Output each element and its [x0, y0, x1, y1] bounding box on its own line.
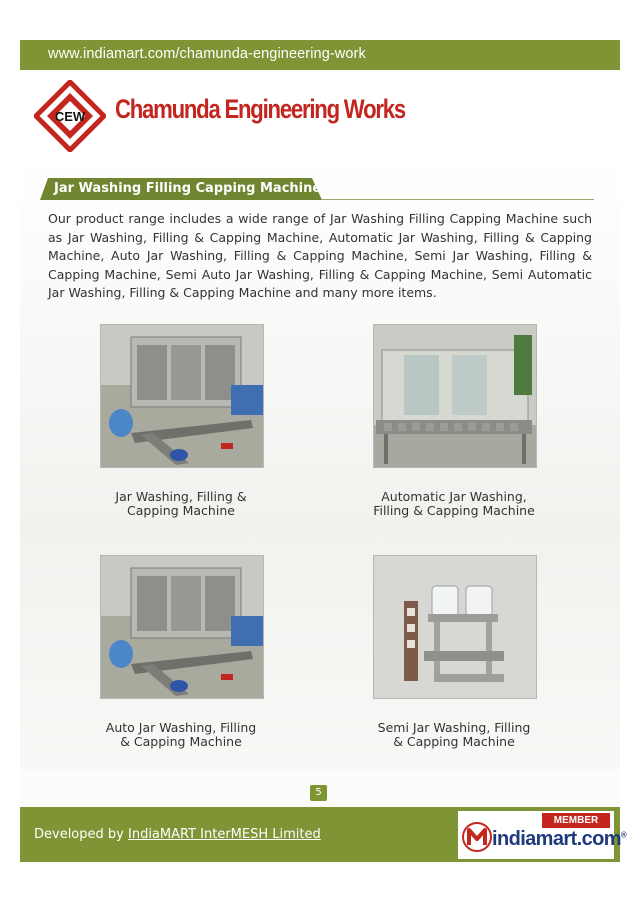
page-number: 5 — [310, 785, 327, 801]
caption-line: & Capping Machine — [120, 734, 242, 749]
product-caption — [66, 490, 296, 518]
top-url-bar — [20, 40, 620, 70]
logo-text: CEW — [54, 109, 86, 124]
developer-credit — [34, 827, 321, 842]
developer-link[interactable]: IndiaMART InterMESH Limited — [128, 827, 321, 842]
caption-line: Semi Jar Washing, Filling — [377, 720, 531, 735]
product-caption — [339, 721, 569, 749]
company-logo — [34, 80, 106, 152]
caption-line: Jar Washing, Filling & — [115, 489, 247, 504]
product-image-semi-jar-washing[interactable] — [373, 555, 537, 699]
section-title: Jar Washing Filling Capping Machine: — [54, 181, 327, 196]
caption-line: Capping Machine — [127, 503, 235, 518]
registered-mark: ® — [620, 830, 627, 840]
product-caption — [339, 490, 569, 518]
company-name: Chamunda Engineering Works — [115, 94, 405, 124]
brand-name: indiamart.com — [492, 828, 621, 850]
caption-line: Auto Jar Washing, Filling — [105, 720, 257, 735]
member-tag: MEMBER — [542, 813, 610, 828]
product-image-auto-jar-washing[interactable] — [100, 555, 264, 699]
caption-line: Filling & Capping Machine — [373, 503, 535, 518]
product-image-automatic-jar-washing[interactable] — [373, 324, 537, 468]
product-caption — [66, 721, 296, 749]
indiamart-m-icon — [462, 821, 492, 853]
product-image-jar-washing-filling-capping[interactable] — [100, 324, 264, 468]
section-divider — [322, 199, 594, 200]
caption-line: & Capping Machine — [393, 734, 515, 749]
indiamart-brand — [492, 828, 626, 851]
section-description: Our product range includes a wide range of Jar Washing Filling Capping Machine such as Jar Washing, Filling & Capping Machine, Automatic Jar Washing, Filling & Capping Machine, Auto Jar Washing, Filling & Capping Machine, Semi Jar Washing, Filling & Capping Machine, Semi Auto Jar Washing, Filling & Capping Machine, Semi Automatic Jar Washing, Filling & Capping Machine and many more items. — [48, 211, 592, 300]
caption-line: Automatic Jar Washing, — [381, 489, 527, 504]
site-url-link[interactable]: www.indiamart.com/chamunda-engineering-work — [48, 46, 366, 62]
developed-by-label: Developed by — [34, 827, 124, 842]
